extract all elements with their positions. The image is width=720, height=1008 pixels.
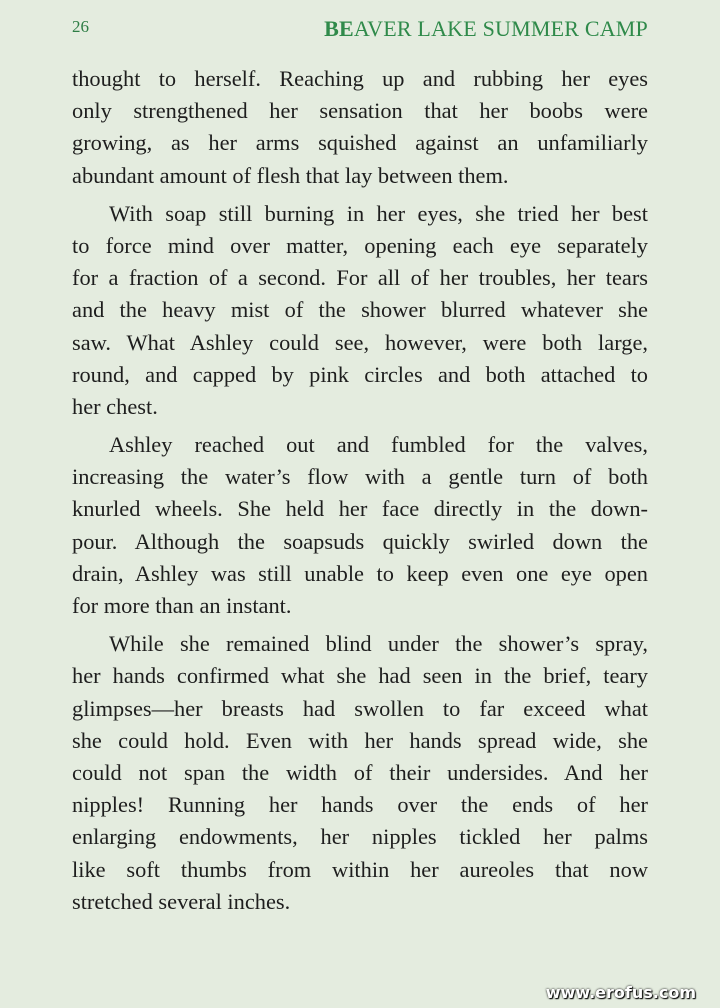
watermark: www.erofus.com (545, 983, 696, 1002)
text-line: growing, as her arms squished against an unfamiliarly (72, 130, 648, 156)
running-head-lead: BE (324, 16, 354, 41)
text-line: While she remained blind under the shower’s spray, (109, 631, 648, 657)
text-line: thought to herself. Reaching up and rubbing her eyes (72, 66, 648, 91)
text-line: she could hold. Even with her hands spread wide, she (72, 727, 648, 753)
text-line: increasing the water’s flow with a gentle turn of both (72, 464, 648, 490)
text-line: could not span the width of their undersides. And her (72, 759, 648, 785)
page-number: 26 (72, 17, 89, 36)
text-line: for more than an instant. (72, 593, 292, 618)
text-line: her hands confirmed what she had seen in the brief, teary (72, 663, 648, 689)
text-line: With soap still burning in her eyes, she tried her best (109, 200, 648, 226)
text-line: her chest. (72, 393, 158, 419)
text-line: abundant amount of flesh that lay between them. (72, 162, 509, 188)
running-head-rest: AVER LAKE SUMMER CAMP (353, 16, 648, 41)
text-line: to force mind over matter, opening each eye separately (72, 232, 648, 258)
text-line: pour. Although the soapsuds quickly swirled down the (72, 528, 648, 554)
text-line: only strengthened her sensation that her boobs were (72, 98, 648, 124)
text-line: like soft thumbs from within her aureoles that now (72, 856, 648, 882)
text-line: glimpses—her breasts had swollen to far exceed what (72, 695, 648, 721)
text-line: enlarging endowments, her nipples tickled her palms (72, 824, 648, 850)
text-line: nipples! Running her hands over the ends of her (72, 792, 648, 818)
running-head (324, 16, 648, 42)
text-line: stretched several inches. (72, 888, 291, 914)
text-line: and the heavy mist of the shower blurred whatever she (72, 297, 648, 323)
text-line: Ashley reached out and fumbled for the valves, (109, 432, 648, 458)
body-text (72, 63, 648, 918)
text-line: saw. What Ashley could see, however, were both large, (72, 329, 648, 355)
text-line: drain, Ashley was still unable to keep even one eye open (72, 560, 648, 586)
text-line: round, and capped by pink circles and both attached to (72, 361, 648, 387)
text-line: knurled wheels. She held her face directly in the down- (72, 496, 648, 522)
text-line: for a fraction of a second. For all of her troubles, her tears (72, 265, 648, 291)
